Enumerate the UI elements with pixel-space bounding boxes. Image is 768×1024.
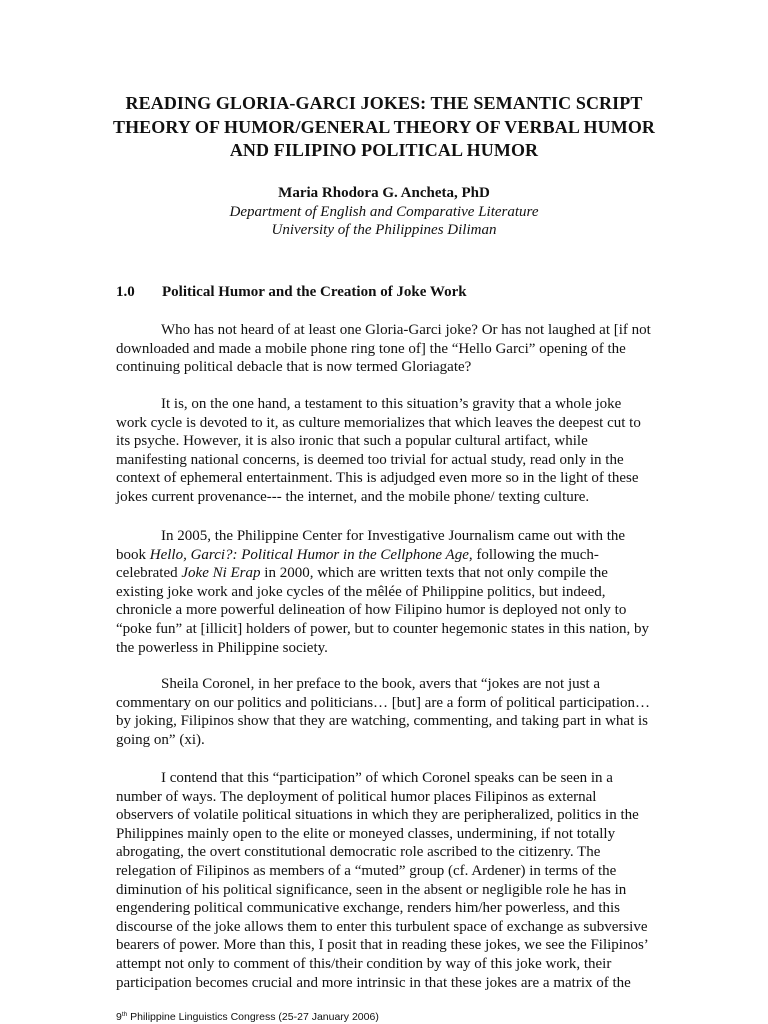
text-line: attempt not only to comment of this/their condition by way of this joke work, their	[116, 955, 612, 972]
paragraph-5	[116, 769, 664, 992]
text-line: observers of volatile political situations in which they are peripheralized, politics in the	[116, 807, 639, 824]
section-heading	[116, 283, 467, 301]
book-title: Hello, Garci?: Political Humor in the Cellphone Age	[149, 546, 469, 563]
text-line: It is, on the one hand, a testament to this situation’s gravity that a whole joke	[161, 396, 622, 412]
text-line: by joking, Filipinos show that they are watching, commenting, and taking part in what is	[116, 713, 649, 730]
footer-ordinal: 9	[116, 1011, 122, 1023]
text-line: I contend that this “participation” of which Coronel speaks can be seen in a	[161, 770, 613, 786]
affiliation-university: University of the Philippines Diliman	[271, 222, 497, 238]
text-line: In 2005, the Philippine Center for Investigative Journalism came out with the	[161, 528, 626, 544]
text-run: celebrated	[116, 565, 182, 582]
text-line: “poke fun” at [illicit] holders of power, but to counter hegemonic states in this nation, by	[116, 620, 650, 637]
paper-title	[80, 92, 688, 163]
text-line: the powerless in Philippine society.	[116, 639, 328, 656]
text-line: commentary on our politics and politicians… [but] are a form of political participation…	[116, 694, 651, 711]
text-line: chronicle a more powerful delineation of how Filipino humor is deployed not only to	[116, 602, 627, 619]
text-line: going on” (xi).	[116, 731, 205, 748]
text-line: jokes current provenance--- the internet, and the mobile phone/ texting culture.	[116, 488, 590, 505]
page-footer	[116, 1008, 379, 1024]
title-line: THEORY OF HUMOR/GENERAL THEORY OF VERBAL HUMOR	[112, 116, 656, 137]
text-line: number of ways. The deployment of political humor places Filipinos as external	[116, 788, 597, 805]
text-line: Who has not heard of at least one Gloria-Garci joke? Or has not laughed at [if not	[161, 322, 651, 338]
text-line	[116, 546, 664, 565]
footer-ordinal-suffix: th	[121, 1011, 128, 1018]
text-line: engendering political communicative exchange, renders him/her powerless, and this	[116, 900, 621, 917]
title-line: READING GLORIA-GARCI JOKES: THE SEMANTIC SCRIPT	[125, 93, 643, 113]
text-run: , following the much-	[468, 546, 599, 563]
text-line: diminution of his political significance, seen in the absent or negligible role he has in	[116, 881, 627, 898]
text-line: Philippines mainly open to the elite or moneyed classes, undermining, if not totally	[116, 825, 616, 842]
text-line: abrogating, the overt constitutional democratic role ascribed to the citizenry. The	[116, 844, 601, 861]
text-run: in 2000, which are written texts that not only compile the	[260, 565, 608, 582]
paragraph-1	[116, 321, 664, 377]
paragraph-4	[116, 675, 664, 749]
footer-text: Philippine Linguistics Congress (25-27 January 2006)	[127, 1011, 379, 1023]
text-line: discourse of the joke allows them to enter this turbulent space of exchange as subversive	[116, 918, 648, 935]
text-line: downloaded and made a mobile phone ring tone of] the “Hello Garci” opening of the	[116, 340, 626, 357]
text-line: existing joke work and joke cycles of the mêlée of Philippine politics, but indeed,	[116, 583, 606, 600]
text-line: continuing political debacle that is now termed Gloriagate?	[116, 359, 472, 376]
text-line: Sheila Coronel, in her preface to the book, avers that “jokes are not just a	[161, 676, 601, 692]
author-block	[80, 184, 688, 240]
text-line: bearers of power. More than this, I posit that in reading these jokes, we see the Filipinos’	[116, 937, 649, 954]
paragraph-2	[116, 395, 664, 507]
text-line	[116, 564, 664, 583]
text-line: context of ephemeral entertainment. This is adjudged even more so in the light of these	[116, 470, 639, 487]
text-line: work cycle is devoted to it, as culture memorializes that which leaves the deepest cut to	[116, 414, 641, 431]
text-line: participation becomes crucial and more intrinsic in that these jokes are a matrix of the	[116, 974, 631, 991]
text-line: relegation of Filipinos as members of a “muted” group (cf. Ardener) in terms of the	[116, 862, 617, 879]
section-title: Political Humor and the Creation of Joke Work	[162, 284, 467, 300]
paragraph-3	[116, 527, 664, 657]
affiliation-department: Department of English and Comparative Literature	[229, 203, 539, 220]
text-run: book	[116, 546, 150, 563]
section-number: 1.0	[116, 284, 135, 300]
book-title: Joke Ni Erap	[181, 565, 261, 582]
text-line: manifesting national concerns, is deemed too trivial for actual study, read only in the	[116, 451, 624, 468]
title-line: AND FILIPINO POLITICAL HUMOR	[229, 140, 539, 160]
text-line: its psyche. However, it is also ironic that such a popular cultural artifact, while	[116, 433, 588, 450]
author-name: Maria Rhodora G. Ancheta, PhD	[278, 185, 490, 201]
